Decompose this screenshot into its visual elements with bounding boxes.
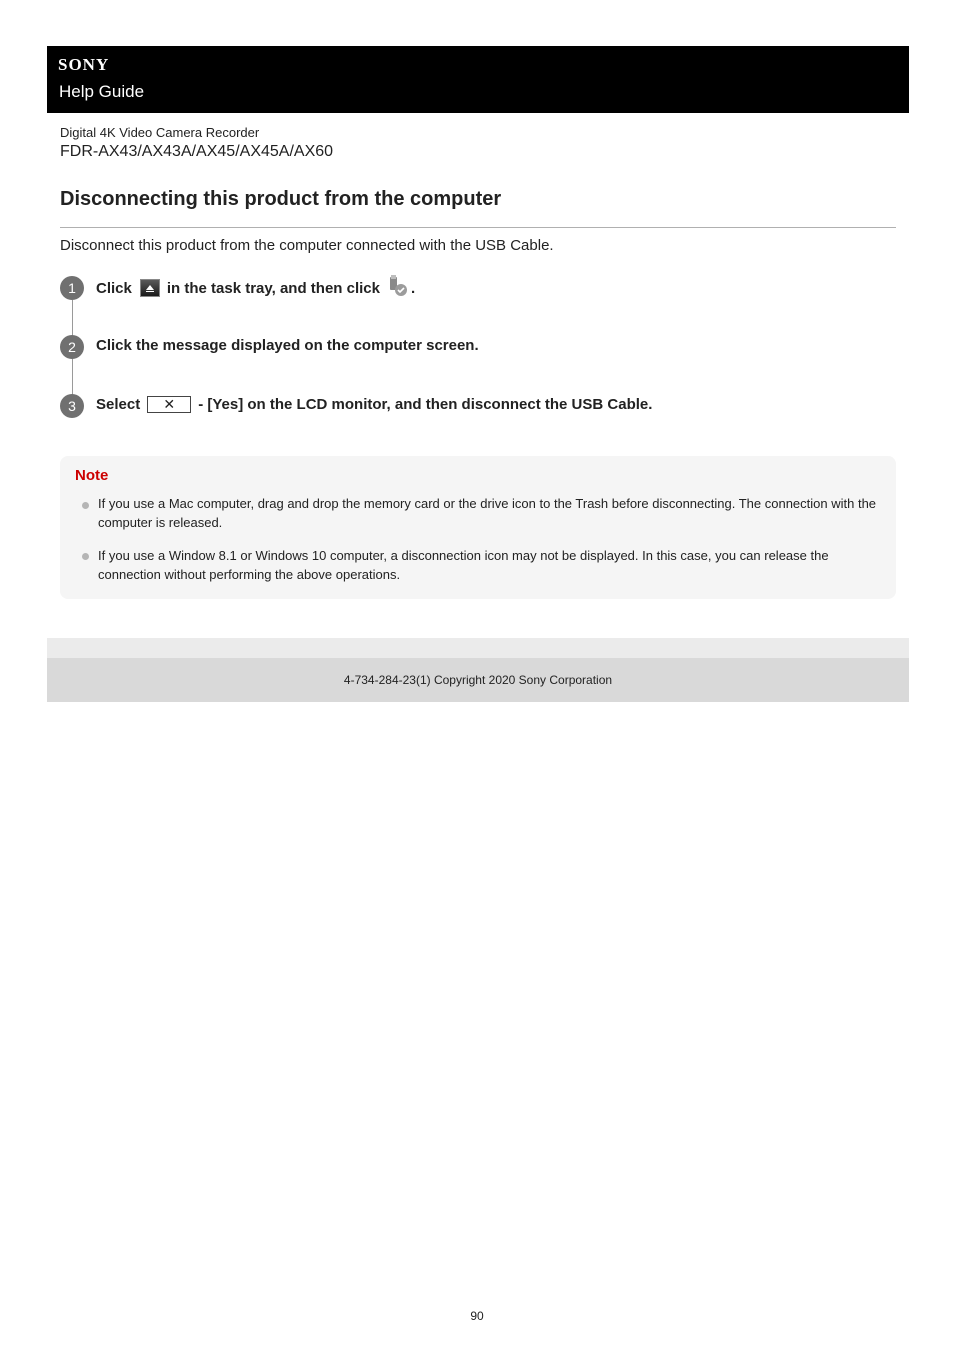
page-title: Disconnecting this product from the computer [60,188,502,210]
step-number-3: 3 [60,394,84,418]
step-1-suffix: . [410,279,416,297]
step-2: Click the message displayed on the computer screen. [96,336,479,354]
product-type: Digital 4K Video Camera Recorder [60,125,260,140]
usb-device-icon [387,275,409,301]
step-3-suffix: - [Yes] on the LCD monitor, and then disconnect the USB Cable. [198,395,653,413]
close-button-glyph: ✕ [147,396,191,413]
header-bar [47,46,909,113]
page-number: 90 [470,1309,484,1323]
step-3 [96,395,652,413]
note-item: If you use a Mac computer, drag and drop the memory card or the drive icon to the Trash before disconnecting. The connection with the computer is released. [98,496,877,530]
note-item: If you use a Window 8.1 or Windows 10 computer, a disconnection icon may not be displayed. In this case, you can release the connection without performing the above operations. [98,548,829,582]
task-tray-icon [140,279,160,297]
step-1 [96,277,415,299]
step-1-middle: in the task tray, and then click [166,279,380,297]
footer-copyright: 4-734-284-23(1) Copyright 2020 Sony Corporation [47,658,909,702]
step-1-prefix: Click [96,279,132,297]
intro-text: Disconnect this product from the computer connected with the USB Cable. [60,237,554,254]
product-model: FDR-AX43/AX43A/AX45/AX45A/AX60 [60,143,334,160]
sony-logo[interactable]: SONY [58,55,110,74]
bullet-icon [82,502,89,509]
title-divider [60,227,896,228]
help-guide-title[interactable]: Help Guide [59,82,145,101]
footer-spacer [47,638,909,658]
bullet-icon [82,553,89,560]
note-box [60,456,896,599]
step-3-prefix: Select [96,395,141,413]
step-number-1: 1 [60,276,84,300]
step-number-2: 2 [60,335,84,359]
note-title: Note [75,467,109,484]
